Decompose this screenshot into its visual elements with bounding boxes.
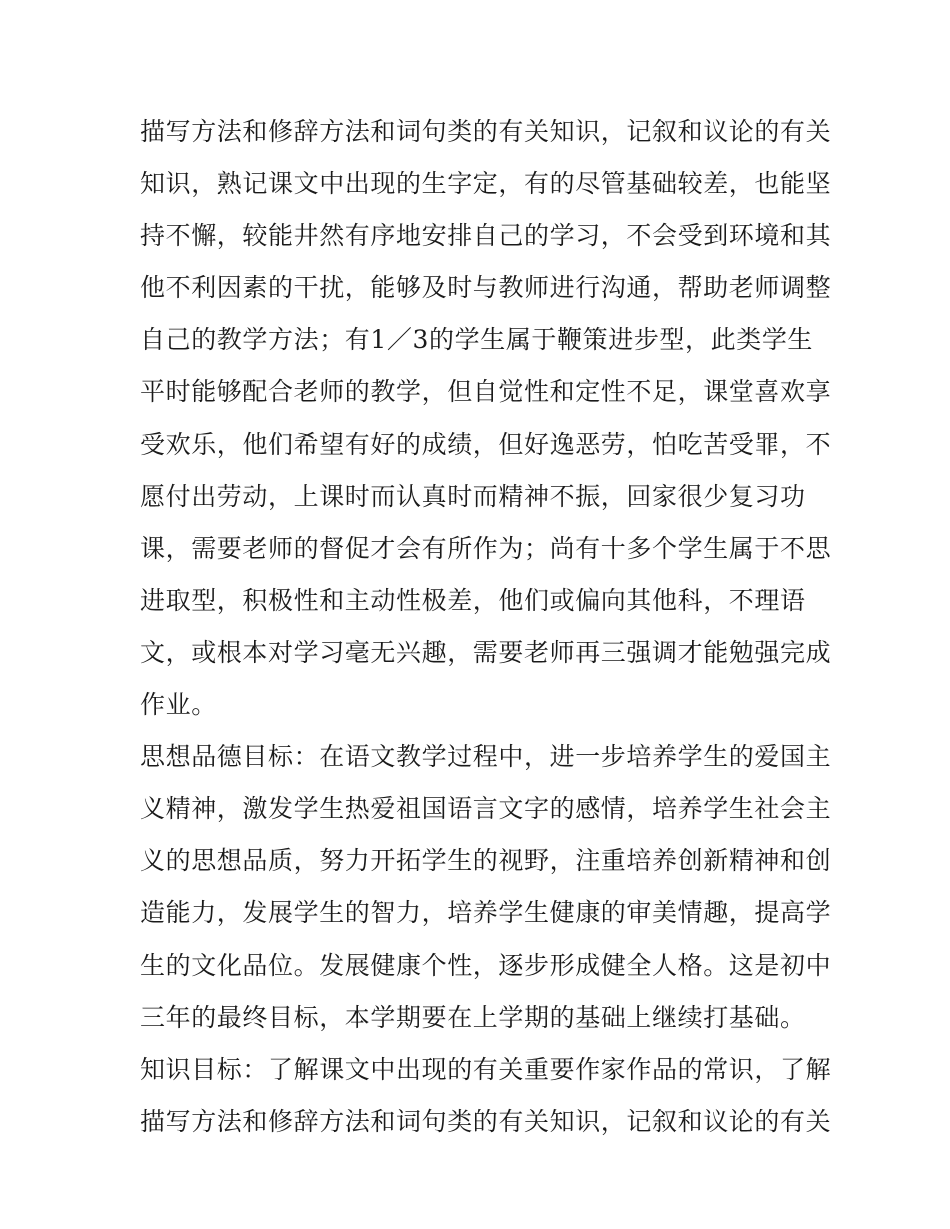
text-line: 受欢乐，他们希望有好的成绩，但好逸恶劳，怕吃苦受罪，不 (140, 429, 832, 459)
text-line: 课，需要老师的督促才会有所作为；尚有十多个学生属于不思 (140, 533, 832, 563)
text-line: 造能力，发展学生的智力，培养学生健康的审美情趣，提高学 (140, 898, 832, 928)
text-line: 自己的教学方法；有1／3的学生属于鞭策进步型，此类学生 (140, 325, 814, 355)
text-line: 生的文化品位。发展健康个性，逐步形成健全人格。这是初中 (140, 950, 832, 980)
text-line: 三年的最终目标，本学期要在上学期的基础上继续打基础。 (140, 1002, 806, 1032)
text-line: 知识，熟记课文中出现的生字定，有的尽管基础较差，也能坚 (140, 169, 832, 199)
text-line: 愿付出劳动，上课时而认真时而精神不振，回家很少复习功 (140, 481, 806, 511)
text-line: 作业。 (140, 690, 217, 720)
document-body (140, 106, 832, 1148)
text-line: 平时能够配合老师的教学，但自觉性和定性不足，课堂喜欢享 (140, 377, 832, 407)
text-line: 他不利因素的干扰，能够及时与教师进行沟通，帮助老师调整 (140, 273, 832, 303)
text-line: 描写方法和修辞方法和词句类的有关知识，记叙和议论的有关 (140, 117, 832, 146)
text-line: 义的思想品质，努力开拓学生的视野，注重培养创新精神和创 (140, 846, 832, 876)
text-line: 文，或根本对学习毫无兴趣，需要老师再三强调才能勉强完成 (140, 637, 832, 667)
text-line: 持不懈，较能井然有序地安排自己的学习，不会受到环境和其 (140, 221, 832, 251)
section-heading-line: 思想品德目标：在语文教学过程中，进一步培养学生的爱国主 (140, 742, 832, 772)
text-line: 义精神，激发学生热爱祖国语言文字的感情，培养学生社会主 (140, 794, 832, 824)
text-line: 进取型，积极性和主动性极差，他们或偏向其他科，不理语 (140, 585, 806, 615)
text-line: 描写方法和修辞方法和词句类的有关知识，记叙和议论的有关 (140, 1106, 832, 1136)
section-heading-line: 知识目标：了解课文中出现的有关重要作家作品的常识，了解 (140, 1054, 832, 1084)
